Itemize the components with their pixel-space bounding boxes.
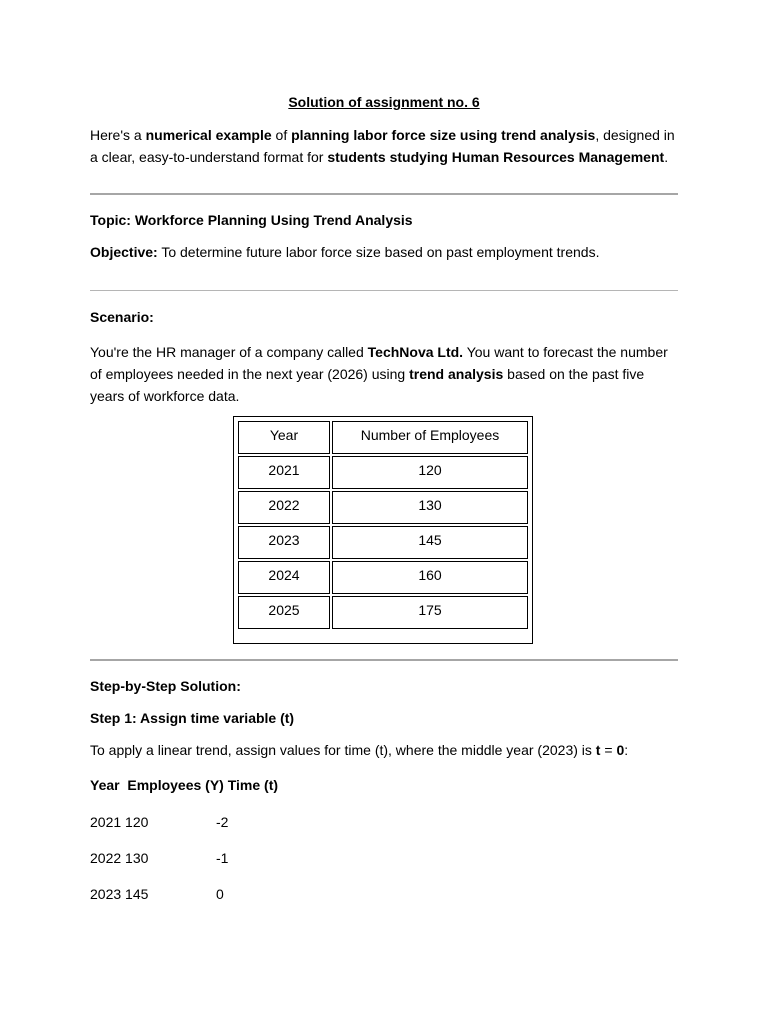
- time-value: -2: [216, 814, 229, 830]
- table-cell-year: 2021: [238, 456, 330, 489]
- table-cell-year: 2023: [238, 526, 330, 559]
- table-cell-employees: 160: [332, 561, 528, 594]
- objective-label: Objective:: [90, 244, 158, 260]
- solution-heading: Step-by-Step Solution:: [90, 678, 241, 694]
- table-row: [238, 456, 528, 489]
- table-row: [238, 561, 528, 594]
- scenario-company: TechNova Ltd.: [367, 344, 464, 360]
- divider-3: [90, 659, 678, 661]
- table-cell-year: 2024: [238, 561, 330, 594]
- intro-bold-2: planning labor force size using trend analysis: [291, 127, 596, 143]
- table-cell-year: 2022: [238, 491, 330, 524]
- instruction-bold-t: t: [595, 742, 601, 758]
- table-header-row: [238, 421, 528, 454]
- table-row: [238, 596, 528, 629]
- employee-table: [233, 416, 533, 644]
- intro-text-3: , designed in a clear, easy-to-understand format for: [90, 127, 675, 165]
- objective-line: [90, 244, 599, 260]
- intro-paragraph: [90, 124, 680, 168]
- time-value: -1: [216, 850, 229, 866]
- scenario-text-2: You want to forecast the number of employees needed in the next year (2026) using: [90, 344, 668, 382]
- table-cell-employees: 175: [332, 596, 528, 629]
- table-cell-employees: 130: [332, 491, 528, 524]
- intro-bold-3: students studying Human Resources Management: [327, 149, 665, 165]
- table-cell-year: 2025: [238, 596, 330, 629]
- year-employees: 2023 145: [90, 886, 149, 902]
- scenario-paragraph: [90, 341, 680, 407]
- intro-text-2: of: [271, 127, 292, 143]
- instruction-bold-zero: 0: [616, 742, 625, 758]
- page-title: Solution of assignment no. 6: [288, 94, 480, 110]
- intro-bold-1: numerical example: [145, 127, 272, 143]
- table-header-employees: Number of Employees: [332, 421, 528, 454]
- table-cell-employees: 120: [332, 456, 528, 489]
- scenario-bold-method: trend analysis: [409, 366, 504, 382]
- scenario-text-1: You're the HR manager of a company called: [90, 344, 368, 360]
- divider-2: [90, 290, 678, 291]
- time-value: 0: [216, 886, 224, 902]
- intro-text-4: .: [664, 149, 669, 165]
- intro-text-1: Here's a: [90, 127, 146, 143]
- year-employees: 2022 130: [90, 850, 149, 866]
- scenario-text-3: based on the past five years of workforce data.: [90, 366, 645, 404]
- divider-1: [90, 193, 678, 195]
- scenario-heading: Scenario:: [90, 309, 154, 325]
- table-row: [238, 491, 528, 524]
- instruction-text-2: =: [600, 742, 617, 758]
- instruction-text-3: :: [624, 742, 629, 758]
- instruction-text-1: To apply a linear trend, assign values for time (t), where the middle year (2023) is: [90, 742, 596, 758]
- table-header-year: Year: [238, 421, 330, 454]
- year-employees: 2021 120: [90, 814, 149, 830]
- objective-text: To determine future labor force size based on past employment trends.: [157, 244, 600, 260]
- step1-instruction: [90, 742, 628, 758]
- time-columns-header: Year Employees (Y) Time (t): [90, 777, 279, 793]
- step1-heading: Step 1: Assign time variable (t): [90, 710, 295, 726]
- topic-heading: Topic: Workforce Planning Using Trend Analysis: [90, 212, 413, 228]
- table-row: [238, 526, 528, 559]
- table-cell-employees: 145: [332, 526, 528, 559]
